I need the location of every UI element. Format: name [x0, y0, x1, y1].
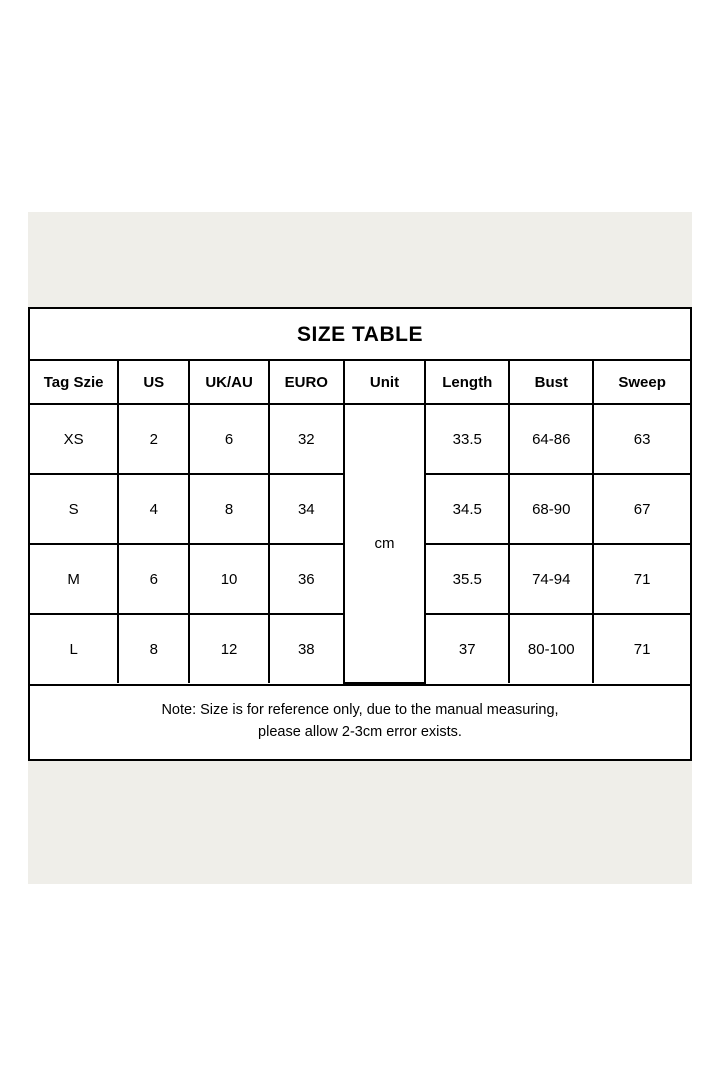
table-note	[30, 684, 690, 759]
cell-us: 6	[118, 544, 189, 614]
cell-tag-size: XS	[30, 404, 118, 474]
cell-tag-size: S	[30, 474, 118, 544]
cell-sweep: 67	[593, 474, 690, 544]
cell-euro: 32	[269, 404, 344, 474]
cell-uk-au: 12	[189, 614, 269, 683]
table-header-row	[30, 361, 690, 404]
note-line-1: Note: Size is for reference only, due to the manual measuring,	[161, 702, 559, 718]
column-header-bust: Bust	[509, 361, 593, 404]
column-header-tag-size: Tag Szie	[30, 361, 118, 404]
cell-tag-size: L	[30, 614, 118, 683]
cell-tag-size: M	[30, 544, 118, 614]
cell-us: 2	[118, 404, 189, 474]
note-line-2: please allow 2-3cm error exists.	[258, 724, 462, 741]
size-table-card	[28, 307, 692, 761]
cell-length: 37	[425, 614, 509, 683]
cell-length: 34.5	[425, 474, 509, 544]
column-header-unit: Unit	[344, 361, 425, 404]
column-header-length: Length	[425, 361, 509, 404]
cell-euro: 36	[269, 544, 344, 614]
cell-bust: 68-90	[509, 474, 593, 544]
table-row	[30, 404, 690, 474]
cell-euro: 34	[269, 474, 344, 544]
cell-length: 35.5	[425, 544, 509, 614]
column-header-us: US	[118, 361, 189, 404]
cell-euro: 38	[269, 614, 344, 683]
cell-sweep: 71	[593, 544, 690, 614]
cell-uk-au: 10	[189, 544, 269, 614]
cell-bust: 74-94	[509, 544, 593, 614]
size-table	[30, 361, 690, 684]
cell-bust: 64-86	[509, 404, 593, 474]
column-header-euro: EURO	[269, 361, 344, 404]
cell-us: 4	[118, 474, 189, 544]
cell-uk-au: 6	[189, 404, 269, 474]
cell-unit: cm	[344, 404, 425, 683]
cell-length: 33.5	[425, 404, 509, 474]
cell-us: 8	[118, 614, 189, 683]
column-header-uk-au: UK/AU	[189, 361, 269, 404]
cell-sweep: 63	[593, 404, 690, 474]
page-title: SIZE TABLE	[30, 309, 690, 361]
cell-sweep: 71	[593, 614, 690, 683]
column-header-sweep: Sweep	[593, 361, 690, 404]
cell-uk-au: 8	[189, 474, 269, 544]
cell-bust: 80-100	[509, 614, 593, 683]
